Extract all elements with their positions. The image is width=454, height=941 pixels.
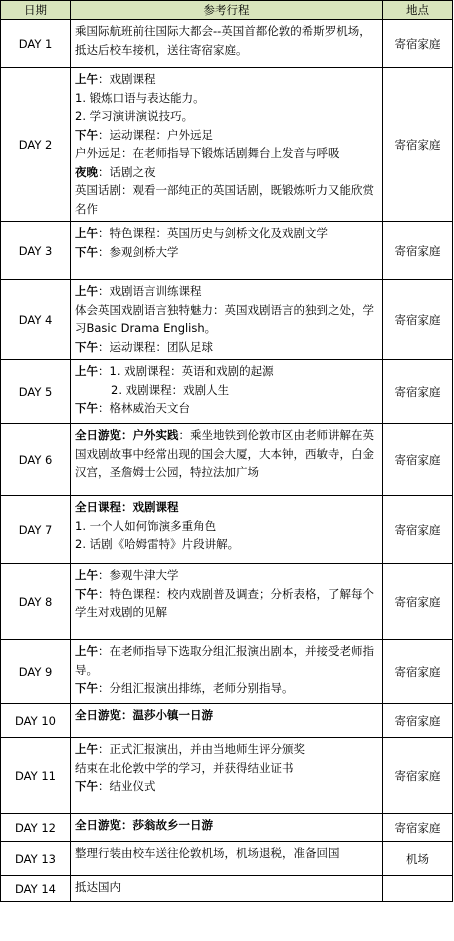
time-label: 上午 xyxy=(75,364,98,378)
plan-cell xyxy=(71,360,383,424)
plan-text: 抵达国内 xyxy=(75,880,121,894)
day-cell: DAY 12 xyxy=(1,814,71,842)
plan-text: 2. 学习演讲演说技巧。 xyxy=(75,109,194,123)
plan-line xyxy=(75,126,378,145)
plan-line xyxy=(75,566,378,585)
table-row xyxy=(1,68,453,222)
plan-line xyxy=(75,89,378,108)
place-cell: 寄宿家庭 xyxy=(383,564,453,640)
plan-line xyxy=(75,777,378,796)
day-cell: DAY 14 xyxy=(1,876,71,902)
place-cell: 寄宿家庭 xyxy=(383,496,453,564)
table-row xyxy=(1,876,453,902)
header-row xyxy=(1,1,453,20)
plan-cell xyxy=(71,222,383,280)
table-row xyxy=(1,360,453,424)
plan-line xyxy=(75,181,378,218)
plan-text: ：戏剧语言训练课程 xyxy=(98,284,202,298)
table-row xyxy=(1,842,453,876)
plan-cell xyxy=(71,564,383,640)
plan-text: 1. 一个人如何饰演多重角色 xyxy=(75,518,217,533)
plan-cell xyxy=(71,20,383,68)
plan-line xyxy=(75,70,378,89)
time-label: 下午 xyxy=(75,586,98,601)
day-cell: DAY 11 xyxy=(1,738,71,814)
time-label: 上午 xyxy=(75,568,98,582)
plan-text: ：戏剧课程 xyxy=(98,72,156,86)
plan-text: 户外远足：在老师指导下锻炼话剧舞台上发音与呼吸 xyxy=(75,146,340,160)
table-row xyxy=(1,424,453,496)
plan-text: 2. 话剧《哈姆雷特》片段讲解。 xyxy=(75,537,240,551)
plan-line xyxy=(75,224,378,243)
place-cell: 寄宿家庭 xyxy=(383,20,453,68)
time-label: 上午 xyxy=(75,72,98,86)
table-row xyxy=(1,280,453,360)
plan-text: ：参观剑桥大学 xyxy=(98,244,179,259)
time-label: 上午 xyxy=(75,284,98,298)
plan-line xyxy=(75,878,378,897)
plan-text: ：运动课程：团队足球 xyxy=(98,339,213,354)
plan-line xyxy=(75,535,378,554)
plan-line xyxy=(75,816,378,835)
time-label: 全日游览：户外实践 xyxy=(75,428,179,442)
plan-text: ：运动课程：户外远足 xyxy=(98,127,213,142)
plan-text: ：1. 戏剧课程：英语和戏剧的起源 xyxy=(98,364,274,378)
plan-line xyxy=(75,243,378,262)
header-day: 日期 xyxy=(1,1,71,20)
plan-line xyxy=(75,282,378,301)
plan-text: ：格林威治天文台 xyxy=(98,401,190,415)
time-label: 下午 xyxy=(75,779,98,793)
plan-line xyxy=(75,338,378,357)
plan-line xyxy=(75,759,378,778)
time-label: 下午 xyxy=(75,244,98,259)
table-row xyxy=(1,738,453,814)
itinerary-body xyxy=(1,20,453,902)
time-label: 全日游览：温莎小镇一日游 xyxy=(75,708,213,722)
plan-text: ：特色课程：英国历史与剑桥文化及戏剧文学 xyxy=(98,226,328,240)
plan-cell xyxy=(71,280,383,360)
plan-text: ：话剧之夜 xyxy=(98,164,156,179)
day-cell: DAY 4 xyxy=(1,280,71,360)
time-label: 全日游览：莎翁故乡一日游 xyxy=(75,818,213,832)
time-label: 上午 xyxy=(75,742,98,756)
time-label: 上午 xyxy=(75,226,98,240)
plan-cell xyxy=(71,814,383,842)
plan-text: 2. 戏剧课程：戏剧人生 xyxy=(111,382,230,397)
plan-text: 英国话剧：观看一部纯正的英国话剧，既锻炼听力又能欣赏名作 xyxy=(75,183,374,216)
day-cell: DAY 9 xyxy=(1,640,71,704)
plan-line xyxy=(75,740,378,759)
plan-text: 1. 锻炼口语与表达能力。 xyxy=(75,90,205,105)
plan-line xyxy=(75,642,378,679)
plan-text: ：正式汇报演出，并由当地师生评分颁奖 xyxy=(98,742,305,756)
day-cell: DAY 1 xyxy=(1,20,71,68)
place-cell xyxy=(383,876,453,902)
plan-text: ：结业仪式 xyxy=(98,779,156,793)
plan-text: ：特色课程：校内戏剧普及调查；分析表格，了解每个学生对戏剧的见解 xyxy=(75,586,374,619)
table-row xyxy=(1,20,453,68)
plan-line xyxy=(75,144,378,163)
day-cell: DAY 2 xyxy=(1,68,71,222)
plan-line xyxy=(75,362,378,381)
plan-text: ：在老师指导下选取分组汇报演出剧本，并接受老师指导。 xyxy=(75,644,374,677)
day-cell: DAY 10 xyxy=(1,704,71,738)
place-cell: 寄宿家庭 xyxy=(383,738,453,814)
plan-line xyxy=(75,107,378,126)
plan-text: ：参观牛津大学 xyxy=(98,568,179,582)
place-cell: 寄宿家庭 xyxy=(383,68,453,222)
plan-line xyxy=(75,585,378,622)
place-cell: 机场 xyxy=(383,842,453,876)
plan-line xyxy=(75,163,378,182)
time-label: 下午 xyxy=(75,339,98,354)
day-cell: DAY 6 xyxy=(1,424,71,496)
plan-cell xyxy=(71,496,383,564)
day-cell: DAY 5 xyxy=(1,360,71,424)
plan-line xyxy=(75,517,378,536)
header-plan: 参考行程 xyxy=(71,1,383,20)
time-label: 上午 xyxy=(75,644,98,658)
day-cell: DAY 3 xyxy=(1,222,71,280)
header-place: 地点 xyxy=(383,1,453,20)
table-row xyxy=(1,564,453,640)
plan-text: 体会英国戏剧语言独特魅力：英国戏剧语言的独到之处，学习Basic Drama English。 xyxy=(75,302,374,335)
time-label: 全日课程：戏剧课程 xyxy=(75,500,179,514)
plan-text: 乘国际航班前往国际大都会--英国首都伦敦的希斯罗机场，抵达后校车接机，送往寄宿家庭。 xyxy=(75,24,371,57)
plan-text: 结束在北伦敦中学的学习，并获得结业证书 xyxy=(75,760,294,775)
table-row xyxy=(1,640,453,704)
table-row xyxy=(1,704,453,738)
table-row xyxy=(1,496,453,564)
plan-cell xyxy=(71,704,383,738)
time-label: 夜晚 xyxy=(75,164,98,179)
plan-cell xyxy=(71,738,383,814)
time-label: 下午 xyxy=(75,127,98,142)
plan-cell xyxy=(71,424,383,496)
table-row xyxy=(1,222,453,280)
plan-line xyxy=(75,399,378,418)
time-label: 下午 xyxy=(75,401,98,415)
plan-text: ：乘坐地铁到伦敦市区由老师讲解在英国戏剧故事中经常出现的国会大厦，大本钟，西敏寺，白金汉宫，圣詹姆士公园，特拉法加广场 xyxy=(75,428,374,479)
plan-line xyxy=(75,381,378,400)
day-cell: DAY 13 xyxy=(1,842,71,876)
plan-cell xyxy=(71,842,383,876)
place-cell: 寄宿家庭 xyxy=(383,280,453,360)
time-label: 下午 xyxy=(75,681,98,695)
plan-cell xyxy=(71,876,383,902)
plan-line xyxy=(75,22,378,59)
place-cell: 寄宿家庭 xyxy=(383,814,453,842)
place-cell: 寄宿家庭 xyxy=(383,424,453,496)
plan-line xyxy=(75,498,378,517)
place-cell: 寄宿家庭 xyxy=(383,640,453,704)
plan-line xyxy=(75,679,378,698)
place-cell: 寄宿家庭 xyxy=(383,704,453,738)
day-cell: DAY 7 xyxy=(1,496,71,564)
plan-text: 整理行装由校车送往伦敦机场，机场退税，准备回国 xyxy=(75,846,340,860)
plan-line xyxy=(75,301,378,338)
place-cell: 寄宿家庭 xyxy=(383,222,453,280)
plan-line xyxy=(75,426,378,482)
plan-cell xyxy=(71,640,383,704)
plan-cell xyxy=(71,68,383,222)
table-row xyxy=(1,814,453,842)
plan-text: ：分组汇报演出排练，老师分别指导。 xyxy=(98,681,294,695)
plan-line xyxy=(75,844,378,863)
place-cell: 寄宿家庭 xyxy=(383,360,453,424)
plan-line xyxy=(75,706,378,725)
day-cell: DAY 8 xyxy=(1,564,71,640)
